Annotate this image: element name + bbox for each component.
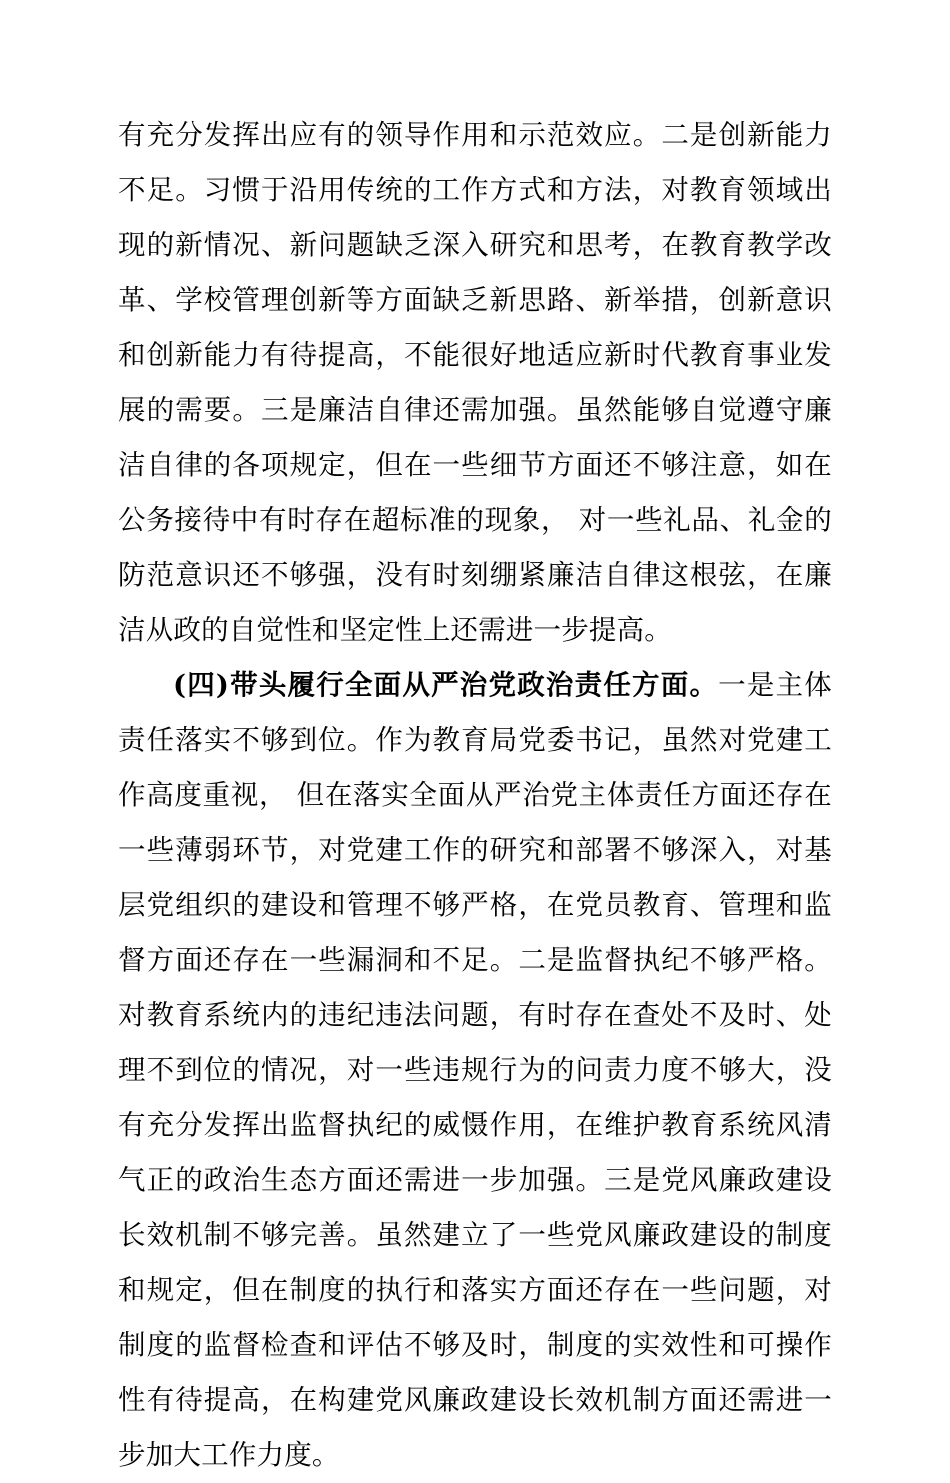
- section-heading-inline: (四)带头履行全面从严治党政治责任方面。: [173, 669, 719, 701]
- document-body: [118, 108, 832, 1483]
- paragraph-text: 有充分发挥出应有的领导作用和示范效应。二是创新能力不足。习惯于沿用传统的工作方式和方法，对教育领域出现的新情况、新问题缺乏深入研究和思考，在教育教学改革、学校管理创新等方面缺乏新思路、新举措，创新意识和创新能力有待提高，不能很好地适应新时代教育事业发展的需要。三是廉洁自律还需加强。虽然能够自觉遵守廉洁自律的各项规定，但在一些细节方面还不够注意，如在公务接待中有时存在超标准的现象， 对一些礼品、礼金的防范意识还不够强，没有时刻绷紧廉洁自律这根弦，在廉洁从政的自觉性和坚定性上还需进一步提高。: [118, 119, 832, 646]
- paragraph-section-four: [118, 658, 832, 1483]
- paragraph-text: 一是主体责任落实不够到位。作为教育局党委书记，虽然对党建工作高度重视， 但在落实全面从严治党主体责任方面还存在一些薄弱环节，对党建工作的研究和部署不够深入，对基层党组织的建设和管理不够严格，在党员教育、管理和监督方面还存在一些漏洞和不足。二是监督执纪不够严格。对教育系统内的违纪违法问题，有时存在查处不及时、处理不到位的情况，对一些违规行为的问责力度不够大，没有充分发挥出监督执纪的威慑作用，在维护教育系统风清气正的政治生态方面还需进一步加强。三是党风廉政建设长效机制不够完善。虽然建立了一些党风廉政建设的制度和规定，但在制度的执行和落实方面还存在一些问题，对制度的监督检查和评估不够及时，制度的实效性和可操作性有待提高，在构建党风廉政建设长效机制方面还需进一步加大工作力度。: [118, 669, 832, 1471]
- paragraph-continuation: [118, 108, 832, 658]
